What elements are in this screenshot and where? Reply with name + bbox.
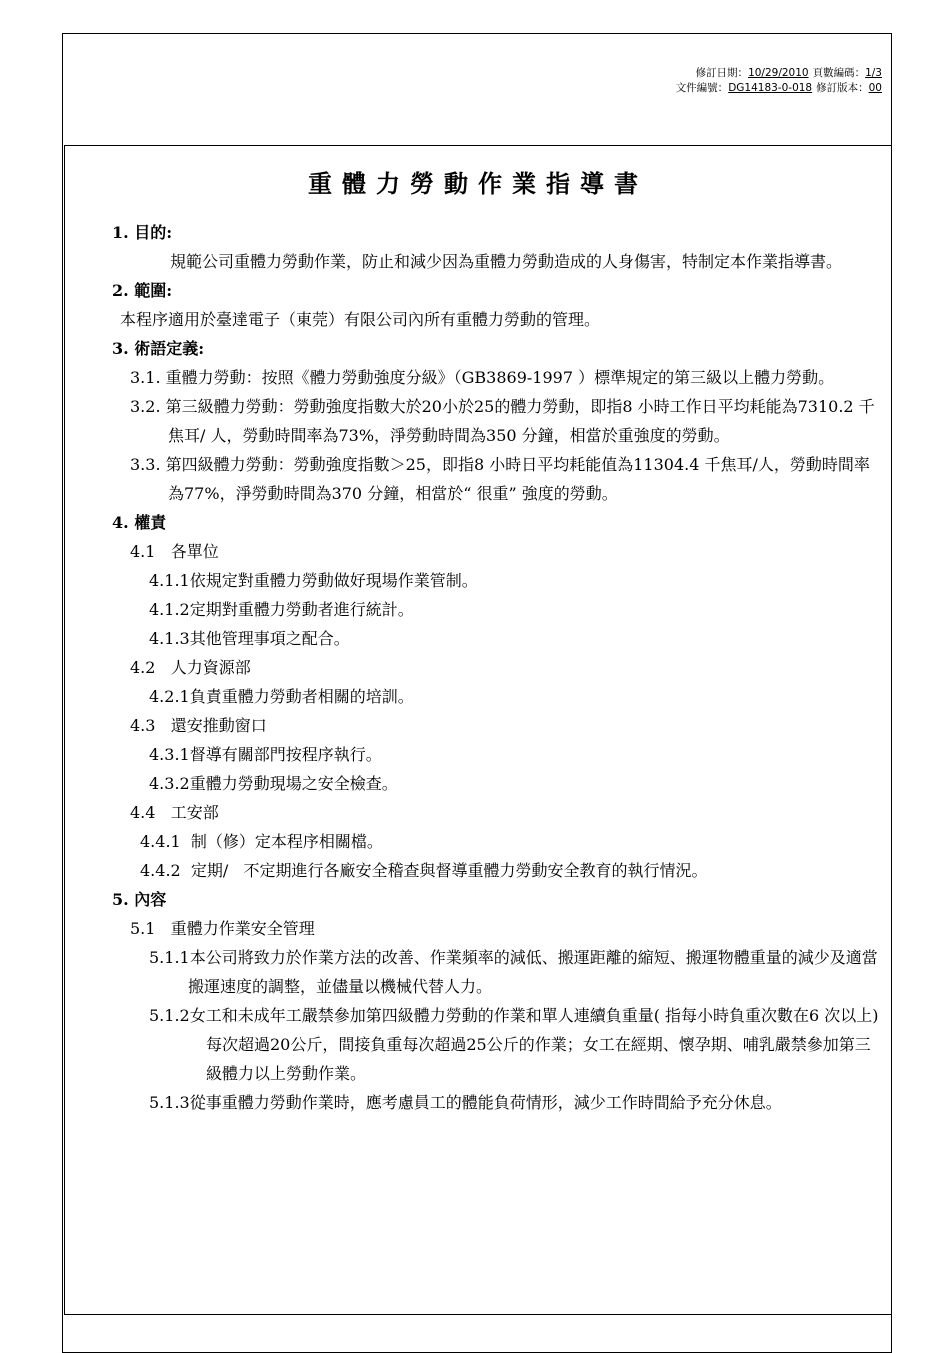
doc-number-label: 文件編號： (675, 82, 729, 94)
content-unit: 5.1 重體力作業安全管理 (130, 919, 315, 938)
section-content-heading: 5. 內容 (112, 890, 167, 909)
content-item: 5.1.3從事重體力勞動作業時，應考慮員工的體能負荷情形，減少工作時間給予充分休息。 (149, 1093, 782, 1112)
section-purpose-heading: 1. 目的: (112, 223, 173, 242)
responsibility-item: 4.1.3其他管理事項之配合。 (149, 629, 350, 648)
section-terms-heading: 3. 術語定義: (112, 339, 205, 358)
document-body (112, 218, 882, 1117)
page-number-label: 頁數編碼： (812, 67, 866, 79)
content-item: 5.1.1本公司將致力於作業方法的改善、作業頻率的減低、搬運距離的縮短、搬運物體重量的減少及適當搬運速度的調整，並儘量以機械代替人力。 (149, 948, 878, 996)
document-title: 重體力勞動作業指導書 (308, 169, 648, 198)
term-item: 3.1. 重體力勞動：按照《體力勞動強度分級》（GB3869-1997 ）標準規定的第三級以上體力勞動。 (130, 368, 835, 387)
responsibility-unit: 4.1 各單位 (130, 542, 219, 561)
section-responsibility-heading: 4. 權責 (112, 513, 167, 532)
revision-date-label: 修訂日期： (695, 67, 749, 79)
section-scope-heading: 2. 範圍: (112, 281, 173, 300)
responsibility-item: 4.1.1依規定對重體力勞動做好現場作業管制。 (149, 571, 478, 590)
responsibility-item: 4.4.2 定期/ 不定期進行各廠安全稽查與督導重體力勞動安全教育的執行情況。 (140, 861, 708, 880)
responsibility-item: 4.3.1督導有關部門按程序執行。 (149, 745, 382, 764)
section-scope-text: 本程序適用於臺達電子（東莞）有限公司內所有重體力勞動的管理。 (120, 310, 601, 329)
responsibility-item: 4.3.2重體力勞動現場之安全檢查。 (149, 774, 398, 793)
responsibility-item: 4.2.1負責重體力勞動者相關的培訓。 (149, 687, 414, 706)
revision-date: 10/29/2010 (748, 67, 809, 79)
responsibility-unit: 4.3 還安推動窗口 (130, 716, 267, 735)
version-label: 修訂版本： (816, 82, 869, 94)
header-line-1 (676, 66, 882, 81)
header-line-2 (676, 81, 882, 96)
version-number: 00 (868, 82, 882, 94)
section-purpose-text: 規範公司重體力勞動作業，防止和減少因為重體力勞動造成的人身傷害，特制定本作業指導書。 (170, 252, 843, 271)
doc-number: DG14183-0-018 (728, 82, 813, 94)
content-item: 5.1.2女工和未成年工嚴禁參加第四級體力勞動的作業和單人連續負重量( 指每小時負重次數在6 次以上) 每次超過20公斤，間接負重每次超過25公斤的作業；女工在經期、懷孕期、哺乳嚴禁參加第三級體力以上勞動作業。 (149, 1006, 879, 1083)
page-number: 1/3 (865, 67, 882, 79)
responsibility-item: 4.4.1 制（修）定本程序相關檔。 (140, 832, 383, 851)
responsibility-unit: 4.2 人力資源部 (130, 658, 251, 677)
term-item: 3.2. 第三級體力勞動：勞動強度指數大於20小於25的體力勞動，即指8 小時工作日平均耗能為7310.2 千焦耳/ 人，勞動時間率為73%，淨勞動時間為350 分鐘，相當於重強度的勞動。 (130, 397, 875, 445)
document-header-info (676, 66, 882, 96)
responsibility-unit: 4.4 工安部 (130, 803, 219, 822)
term-item: 3.3. 第四級體力勞動：勞動強度指數＞25，即指8 小時日平均耗能值為11304.4 千焦耳/人，勞動時間率為77%，淨勞動時間為370 分鐘，相當於“ 很重” 強度的勞動。 (130, 455, 870, 503)
responsibility-item: 4.1.2定期對重體力勞動者進行統計。 (149, 600, 414, 619)
